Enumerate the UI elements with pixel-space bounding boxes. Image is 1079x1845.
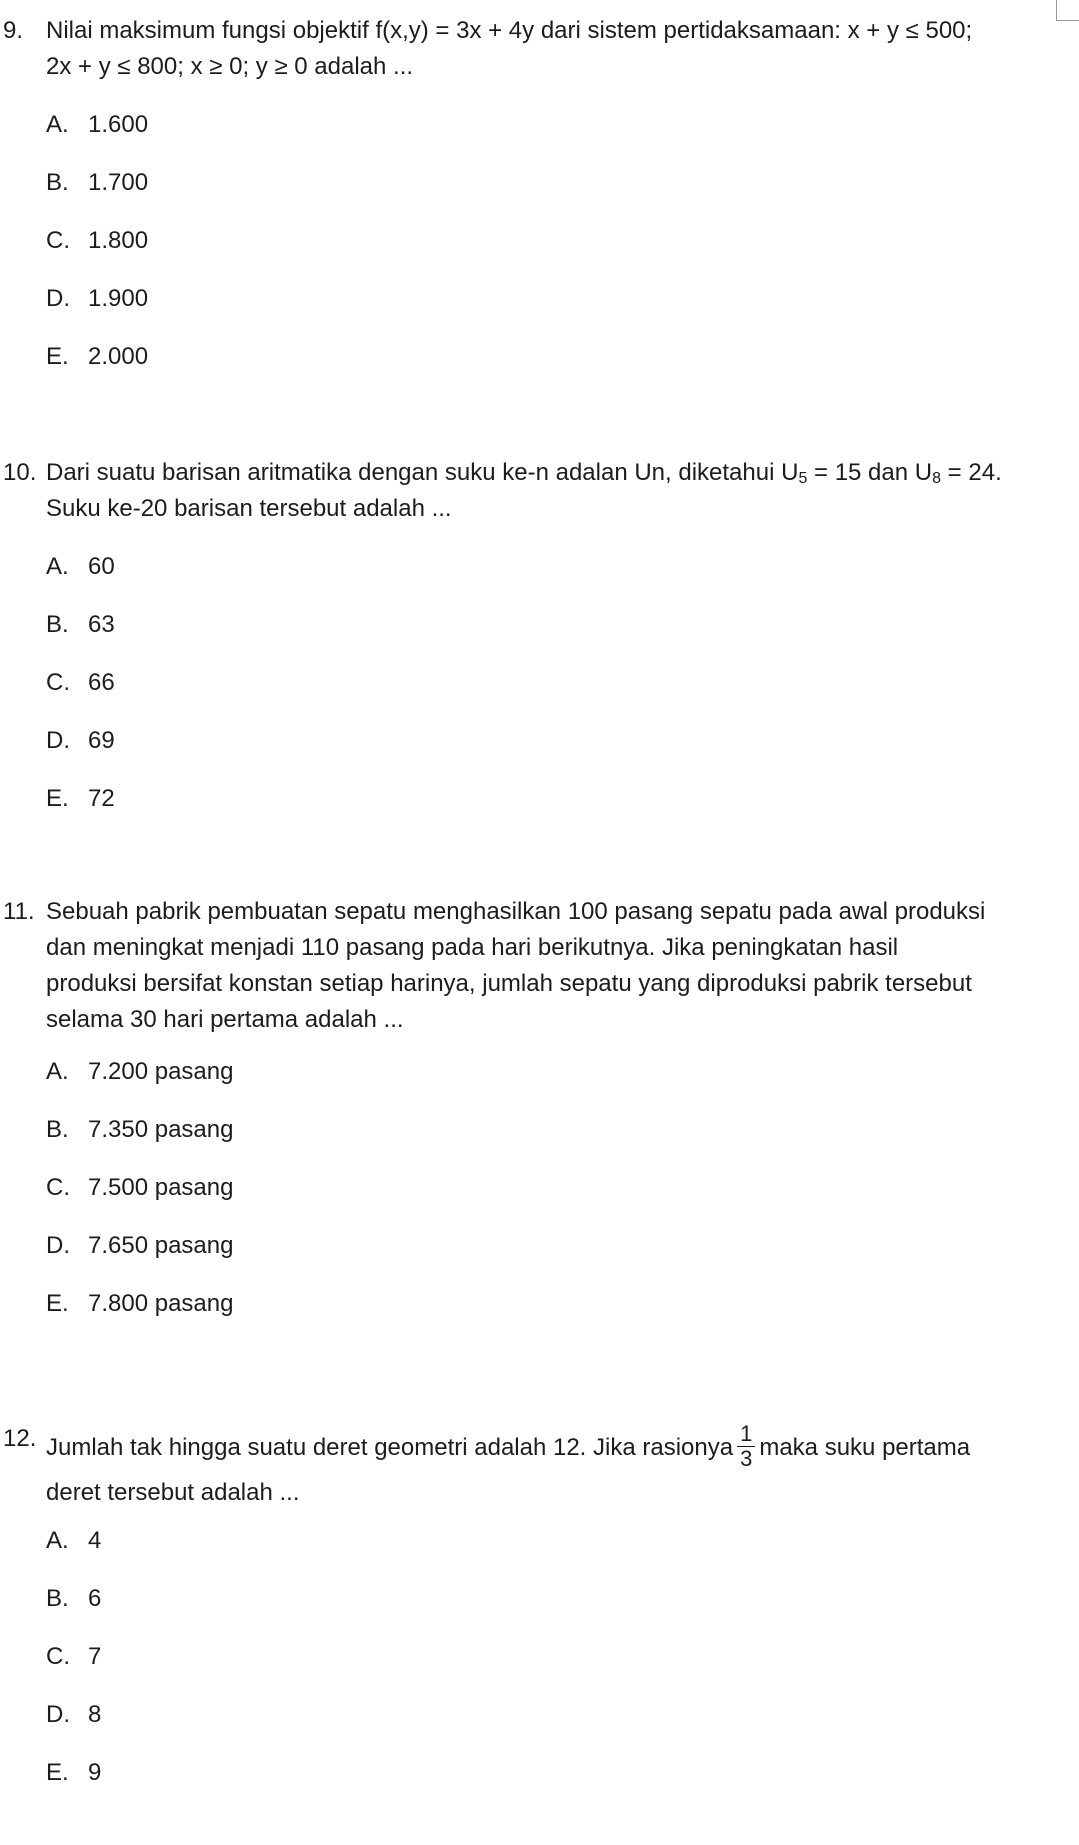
answer-option-a[interactable] [46,552,115,610]
answer-option-d[interactable] [46,1231,233,1289]
option-text: 1.800 [88,227,149,254]
question-number: 12. [3,1425,37,1452]
answer-option-d[interactable] [46,726,115,784]
option-letter: A. [46,111,69,138]
answer-option-e[interactable] [46,1289,233,1347]
option-text: 1.600 [88,111,149,138]
question-line: selama 30 hari pertama adalah ... [46,1006,404,1033]
fraction-denominator: 3 [740,1446,753,1471]
question-line: dan meningkat menjadi 110 pasang pada hari berikutnya. Jika peningkatan hasil [46,934,899,961]
answer-option-b[interactable] [46,610,115,668]
option-text: 7.650 pasang [88,1232,234,1259]
fraction-numerator: 1 [737,1422,755,1447]
answer-option-d[interactable] [46,284,148,342]
question-text-part: Jumlah tak hingga suatu deret geometri adalah 12. Jika rasionya [46,1433,734,1461]
option-letter: C. [46,227,70,254]
option-letter: E. [46,1290,69,1317]
question-text-part: maka suku pertama [759,1433,971,1461]
option-letter: E. [46,343,69,370]
question-text-part: = 15 dan U [807,459,933,486]
answer-option-a[interactable] [46,1526,101,1584]
question-number: 11. [3,898,35,925]
question-line: 2x + y ≤ 800; x ≥ 0; y ≥ 0 adalah ... [46,53,414,80]
option-letter: B. [46,611,69,638]
option-text: 7 [88,1643,102,1670]
options-11 [46,1057,233,1347]
question-line: deret tersebut adalah ... [46,1479,300,1506]
answer-option-e[interactable] [46,1758,101,1816]
option-text: 69 [88,727,115,754]
answer-option-b[interactable] [46,168,148,226]
option-text: 60 [88,553,115,580]
subscript: 5 [798,470,808,487]
option-text: 66 [88,669,115,696]
answer-option-c[interactable] [46,226,148,284]
option-text: 1.700 [88,169,149,196]
question-text-part: Dari suatu barisan aritmatika dengan suku ke-n adalan Un, diketahui U [46,459,799,486]
option-text: 7.500 pasang [88,1174,234,1201]
option-text: 7.200 pasang [88,1058,234,1085]
option-text: 7.350 pasang [88,1116,234,1143]
answer-option-b[interactable] [46,1584,101,1642]
question-line [46,458,1056,488]
option-letter: B. [46,1585,69,1612]
question-number: 10. [3,459,37,486]
option-letter: A. [46,1527,69,1554]
option-letter: D. [46,1232,70,1259]
option-letter: A. [46,553,69,580]
question-text [46,897,1056,1035]
question-number: 9. [3,17,24,44]
option-text: 72 [88,785,115,812]
option-letter: C. [46,669,70,696]
question-text [46,458,1056,524]
options-10 [46,552,115,842]
question-line: Sebuah pabrik pembuatan sepatu menghasilkan 100 pasang sepatu pada awal produksi [46,898,986,925]
question-text-part: = 24. [941,459,1002,486]
subscript: 8 [932,470,942,487]
option-text: 63 [88,611,115,638]
options-9 [46,110,148,400]
question-line [46,1421,1056,1471]
option-letter: B. [46,169,69,196]
answer-option-e[interactable] [46,342,148,400]
question-text [46,1421,1056,1471]
option-letter: E. [46,1759,69,1786]
question-line: Suku ke-20 barisan tersebut adalah ... [46,495,452,522]
answer-option-a[interactable] [46,110,148,168]
option-letter: C. [46,1643,70,1670]
option-text: 1.900 [88,285,149,312]
options-12 [46,1526,101,1816]
question-text [46,16,1056,82]
option-text: 2.000 [88,343,149,370]
option-text: 4 [88,1527,102,1554]
answer-option-c[interactable] [46,1173,233,1231]
option-text: 8 [88,1701,102,1728]
answer-option-b[interactable] [46,1115,233,1173]
option-letter: E. [46,785,69,812]
question-line: Nilai maksimum fungsi objektif f(x,y) = 3x + 4y dari sistem pertidaksamaan: x + y ≤ 500; [46,17,973,44]
answer-option-e[interactable] [46,784,115,842]
answer-option-a[interactable] [46,1057,233,1115]
answer-option-c[interactable] [46,668,115,726]
option-letter: B. [46,1116,69,1143]
page-corner-mark [1056,0,1079,21]
option-letter: D. [46,727,70,754]
answer-option-d[interactable] [46,1700,101,1758]
option-text: 6 [88,1585,102,1612]
option-letter: D. [46,285,70,312]
answer-option-c[interactable] [46,1642,101,1700]
fraction [737,1422,755,1471]
option-text: 9 [88,1759,102,1786]
question-line: produksi bersifat konstan setiap harinya, jumlah sepatu yang diproduksi pabrik tersebut [46,970,972,997]
option-text: 7.800 pasang [88,1290,234,1317]
option-letter: A. [46,1058,69,1085]
option-letter: D. [46,1701,70,1728]
option-letter: C. [46,1174,70,1201]
